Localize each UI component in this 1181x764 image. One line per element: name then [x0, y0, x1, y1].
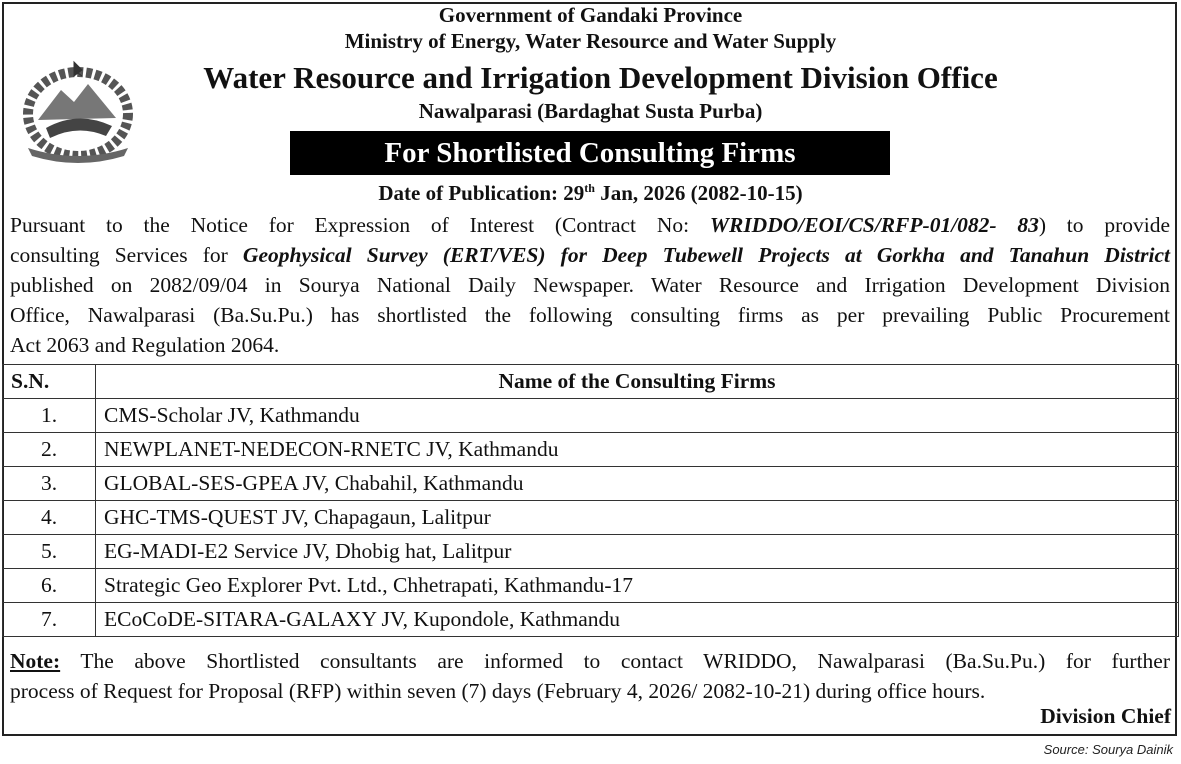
header-sn: S.N.	[3, 365, 96, 399]
government-title: Government of Gandaki Province	[438, 3, 743, 27]
date-suffix: Jan, 2026 (2082-10-15)	[594, 181, 803, 205]
row-sn: 7.	[3, 603, 96, 637]
body-text: published on 2082/09/04 in Sourya National Daily Newspaper. Water Resource and Irrigation Development Division	[10, 273, 1170, 297]
row-firm-name: GLOBAL-SES-GPEA JV, Chabahil, Kathmandu	[96, 467, 1179, 501]
row-sn: 1.	[3, 399, 96, 433]
row-firm-name: NEWPLANET-NEDECON-RNETC JV, Kathmandu	[96, 433, 1179, 467]
header-firm-name: Name of the Consulting Firms	[96, 365, 1179, 399]
table-row	[3, 501, 1179, 535]
table-row	[3, 433, 1179, 467]
row-sn: 3.	[3, 467, 96, 501]
row-firm-name: ECoCoDE-SITARA-GALAXY JV, Kupondole, Kathmandu	[96, 603, 1179, 637]
shortlist-table	[2, 364, 1179, 637]
publication-date	[0, 181, 1181, 206]
note-text: process of Request for Proposal (RFP) within seven (7) days (February 4, 2026/ 2082-10-21) during office hours.	[10, 679, 986, 703]
body-text: ) to provide	[1038, 213, 1170, 237]
body-text: Act 2063 and Regulation 2064.	[10, 333, 280, 357]
table-row	[3, 569, 1179, 603]
contract-number: WRIDDO/EOI/CS/RFP-01/082- 83	[709, 213, 1039, 237]
body-text: Pursuant to the Notice for Expression of Interest (Contract No:	[10, 213, 710, 237]
row-firm-name: CMS-Scholar JV, Kathmandu	[96, 399, 1179, 433]
project-name: Geophysical Survey (ERT/VES) for Deep Tubewell Projects at Gorkha and Tanahun District	[242, 243, 1170, 267]
signature: Division Chief	[1040, 704, 1171, 728]
office-title: Water Resource and Irrigation Development Division Office	[203, 60, 998, 95]
row-sn: 2.	[3, 433, 96, 467]
date-prefix: Date of Publication: 29	[378, 181, 585, 205]
row-firm-name: GHC-TMS-QUEST JV, Chapagaun, Lalitpur	[96, 501, 1179, 535]
row-sn: 6.	[3, 569, 96, 603]
table-row	[3, 603, 1179, 637]
table-row	[3, 399, 1179, 433]
office-location: Nawalparasi (Bardaghat Susta Purba)	[418, 99, 763, 123]
table-row	[3, 535, 1179, 569]
body-text: Office, Nawalparasi (Ba.Su.Pu.) has shortlisted the following consulting firms as per prevailing Public Procurement	[10, 303, 1170, 327]
ministry-title: Ministry of Energy, Water Resource and Water Supply	[344, 29, 837, 53]
table-header-row	[3, 365, 1179, 399]
row-sn: 5.	[3, 535, 96, 569]
notice-paragraph	[10, 210, 1170, 360]
row-firm-name: EG-MADI-E2 Service JV, Dhobig hat, Lalitpur	[96, 535, 1179, 569]
body-text: consulting Services for	[10, 243, 243, 267]
date-sup: th	[584, 181, 595, 195]
note-paragraph	[10, 646, 1170, 706]
notice-banner: For Shortlisted Consulting Firms	[290, 131, 890, 175]
note-label: Note:	[10, 649, 61, 673]
table-row	[3, 467, 1179, 501]
note-text: The above Shortlisted consultants are informed to contact WRIDDO, Nawalparasi (Ba.Su.Pu.) for further	[60, 649, 1170, 673]
row-sn: 4.	[3, 501, 96, 535]
source-credit: Source: Sourya Dainik	[1043, 742, 1173, 757]
row-firm-name: Strategic Geo Explorer Pvt. Ltd., Chhetrapati, Kathmandu-17	[96, 569, 1179, 603]
